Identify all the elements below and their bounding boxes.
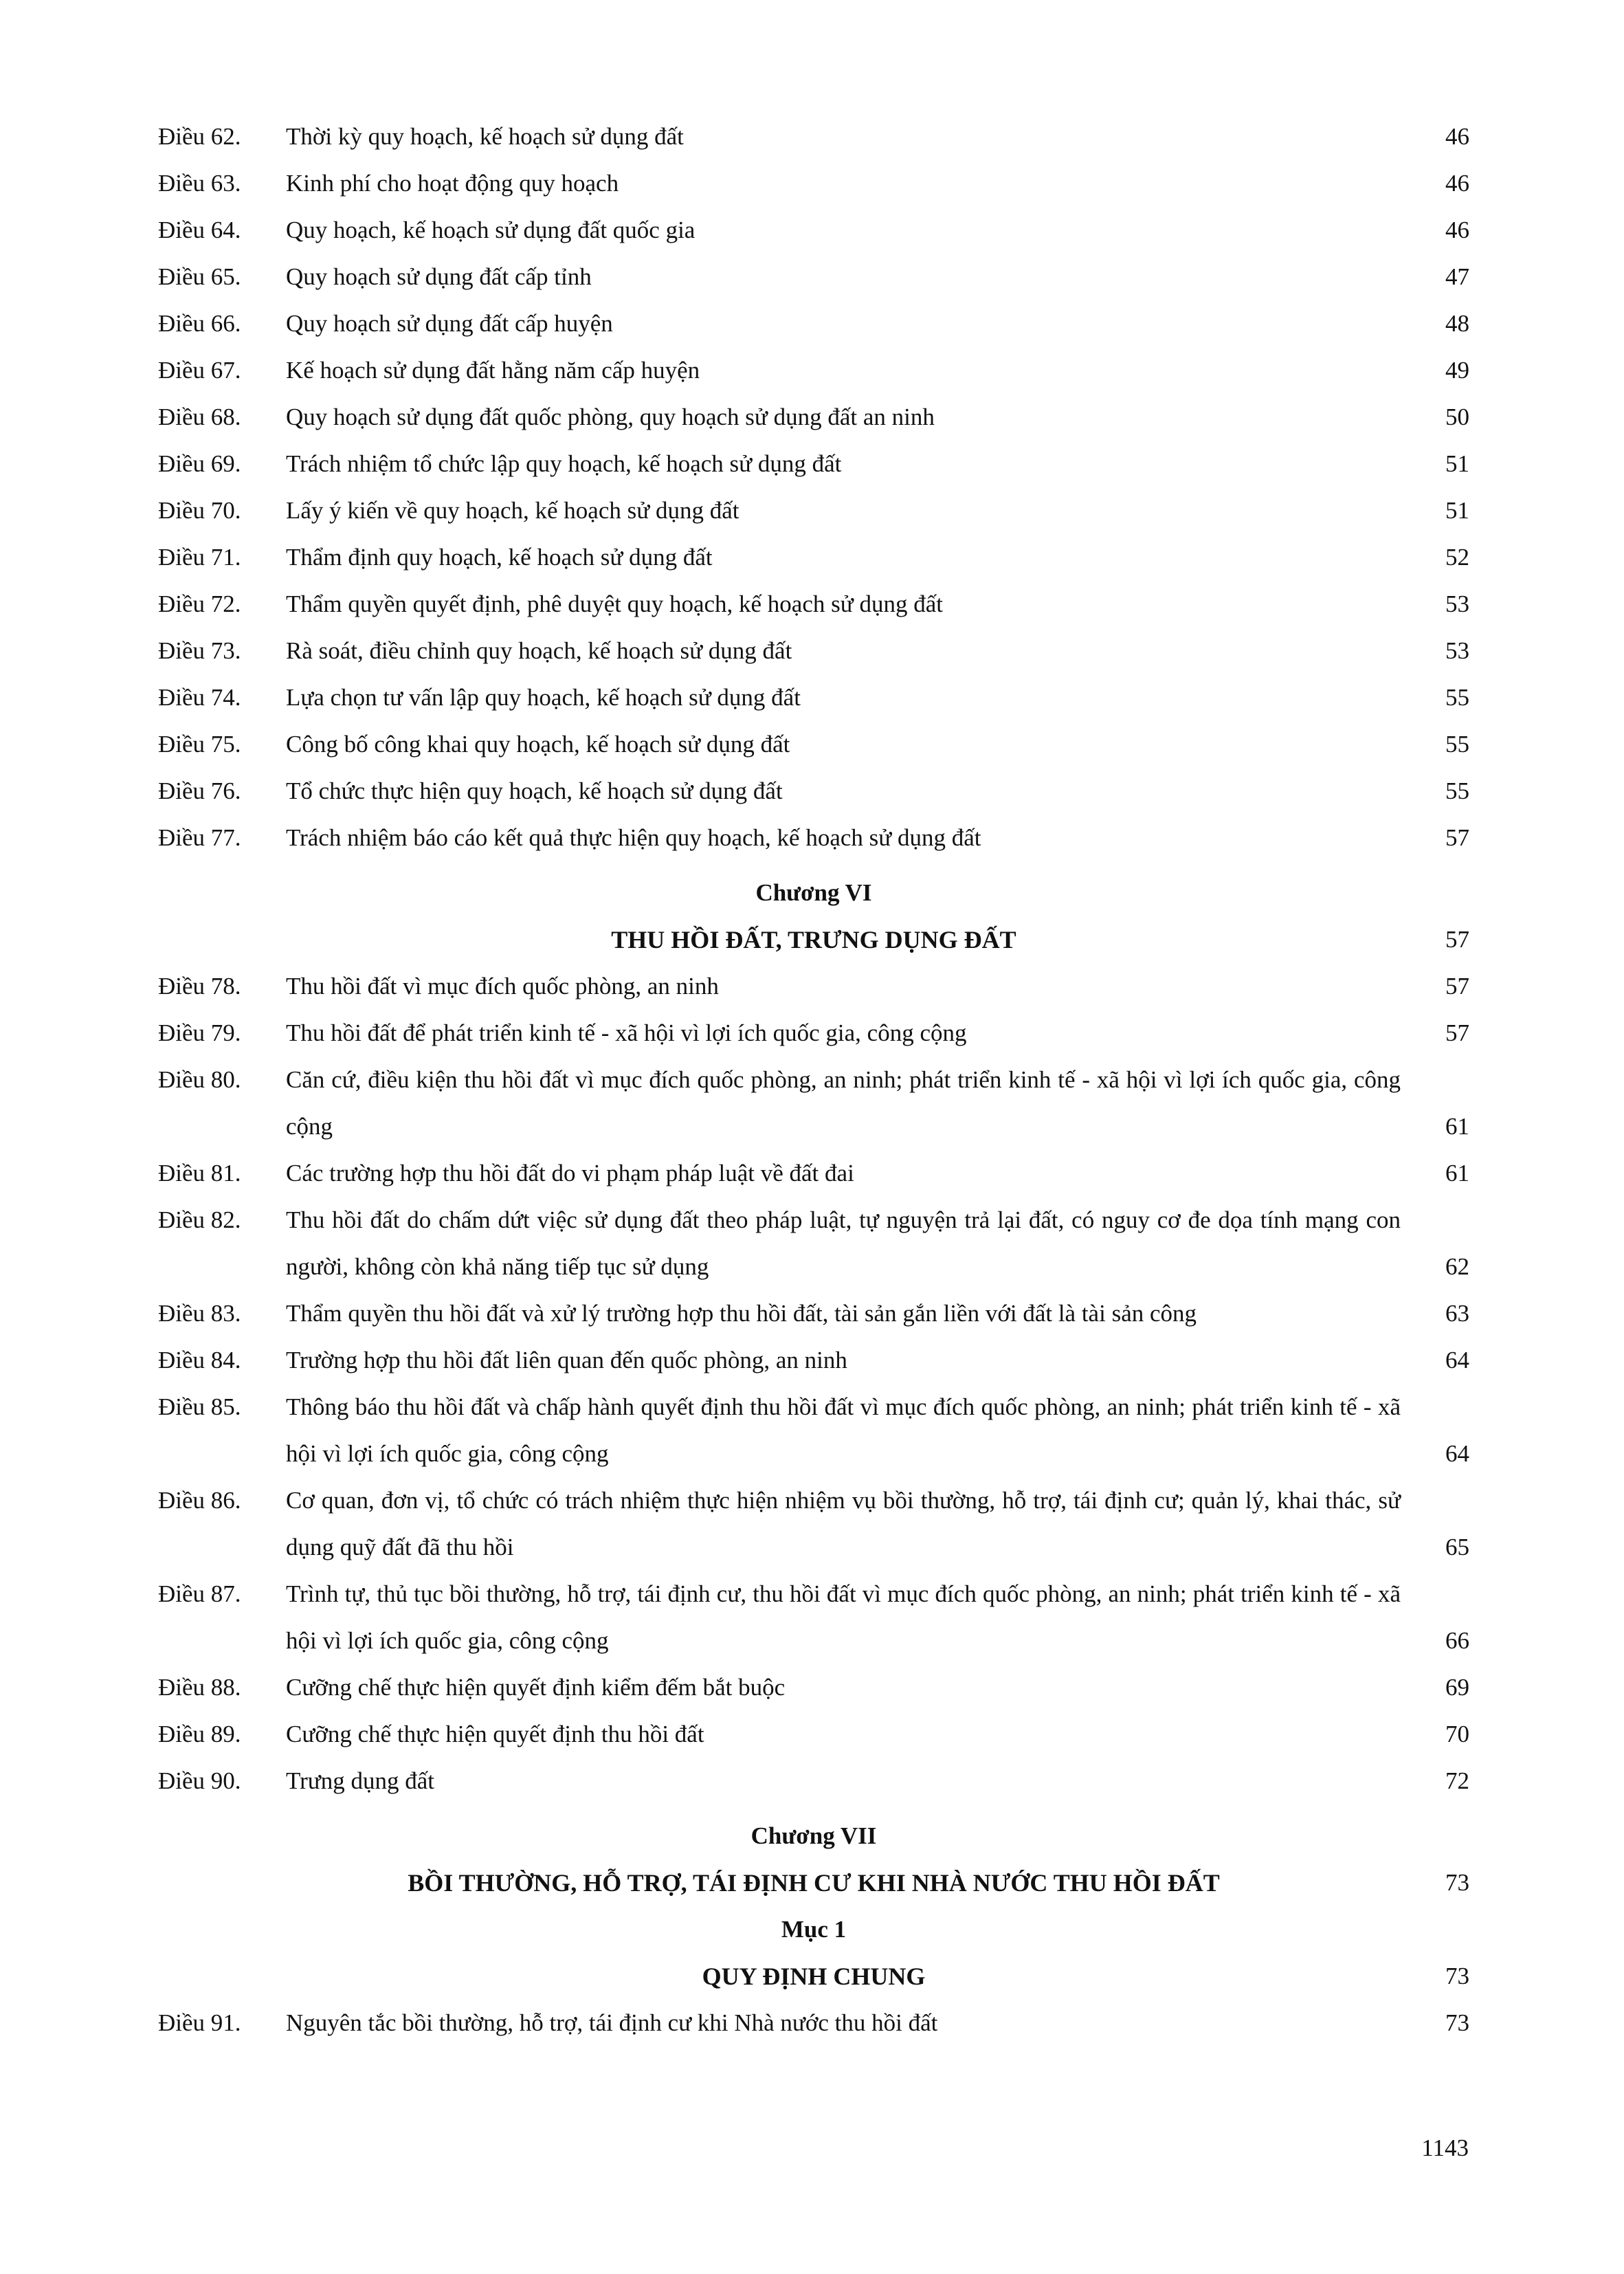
toc-entry [158,347,1469,394]
entry-title: Trách nhiệm tổ chức lập quy hoạch, kế hoạch sử dụng đất [286,450,842,477]
entry-page-number: 48 [1445,310,1469,337]
entry-page-number: 46 [1445,217,1469,243]
entry-title: Quy hoạch, kế hoạch sử dụng đất quốc gia [286,217,696,243]
entry-label: Điều 81. [158,1160,241,1186]
entry-page-number: 64 [1445,1440,1469,1467]
entry-title: Quy hoạch sử dụng đất cấp tỉnh [286,263,592,290]
entry-title: Các trường hợp thu hồi đất do vi phạm pháp luật về đất đai [286,1160,854,1186]
toc-entry [158,534,1469,581]
entry-title: Trình tự, thủ tục bồi thường, hỗ trợ, tái định cư, thu hồi đất vì mục đích quốc phòng, an ninh; phát triển kinh tế - xã hội vì lợi ích quốc gia, công cộng [286,1580,1401,1654]
section-1-label [158,1906,1469,1953]
chapter-7-title [158,1859,1469,1906]
entry-title: Cưỡng chế thực hiện quyết định kiểm đếm bắt buộc [286,1674,786,1701]
entry-title: Thẩm định quy hoạch, kế hoạch sử dụng đất [286,544,713,571]
toc-entry [158,1337,1469,1384]
entry-label: Điều 74. [158,684,241,711]
entry-title: Thông báo thu hồi đất và chấp hành quyết định thu hồi đất vì mục đích quốc phòng, an ninh; phát triển kinh tế - xã hội vì lợi ích quốc gia, công cộng [286,1393,1401,1467]
chapter-6-title [158,916,1469,963]
entry-label: Điều 90. [158,1767,241,1794]
entry-title: Thẩm quyền thu hồi đất và xử lý trường hợp thu hồi đất, tài sản gắn liền với đất là tài sản công [286,1300,1197,1327]
entry-label: Điều 68. [158,404,241,430]
entry-label: Điều 86. [158,1487,241,1514]
entry-title: Tổ chức thực hiện quy hoạch, kế hoạch sử dụng đất [286,777,783,804]
entry-label: Điều 70. [158,497,241,524]
toc-entry [158,815,1469,861]
toc-content [158,113,1469,2046]
entry-page-number: 57 [1445,973,1469,1000]
entry-label: Điều 76. [158,777,241,804]
entry-page-number: 57 [1445,824,1469,851]
entry-title: Trường hợp thu hồi đất liên quan đến quốc phòng, an ninh [286,1347,847,1373]
toc-entry [158,1477,1469,1571]
entry-label: Điều 82. [158,1206,241,1233]
entry-label: Điều 85. [158,1393,241,1420]
toc-entry [158,1711,1469,1758]
toc-entry [158,1290,1469,1337]
section-1-title [158,1953,1469,2000]
entry-page-number: 63 [1445,1300,1469,1327]
entry-title: Lựa chọn tư vấn lập quy hoạch, kế hoạch sử dụng đất [286,684,801,711]
entry-page-number: 64 [1445,1347,1469,1373]
entry-label: Điều 79. [158,1019,241,1046]
entry-label: Điều 62. [158,123,241,150]
entry-title: Công bố công khai quy hoạch, kế hoạch sử dụng đất [286,731,790,758]
toc-entry [158,160,1469,207]
entry-label: Điều 69. [158,450,241,477]
entry-title: Căn cứ, điều kiện thu hồi đất vì mục đích quốc phòng, an ninh; phát triển kinh tế - xã hội vì lợi ích quốc gia, công cộng [286,1066,1401,1140]
entry-page-number: 46 [1445,123,1469,150]
chapter-7-title-text: BỒI THƯỜNG, HỖ TRỢ, TÁI ĐỊNH CƯ KHI NHÀ NƯỚC THU HỒI ĐẤT [408,1869,1220,1897]
entry-page-number: 50 [1445,404,1469,430]
toc-entry [158,628,1469,674]
toc-entry [158,963,1469,1010]
entry-label: Điều 63. [158,170,241,197]
entry-title: Nguyên tắc bồi thường, hỗ trợ, tái định cư khi Nhà nước thu hồi đất [286,2009,938,2036]
entry-page-number: 72 [1445,1767,1469,1794]
entry-label: Điều 71. [158,544,241,571]
entry-title: Quy hoạch sử dụng đất cấp huyện [286,310,613,337]
toc-entry [158,1150,1469,1197]
toc-entry [158,1758,1469,1804]
toc-entry [158,1664,1469,1711]
entry-title: Thẩm quyền quyết định, phê duyệt quy hoạch, kế hoạch sử dụng đất [286,590,943,617]
toc-entry [158,1057,1469,1150]
entry-page-number: 51 [1445,450,1469,477]
section-1-page-number: 73 [1445,1963,1469,1989]
entry-label: Điều 72. [158,590,241,617]
entry-title: Cưỡng chế thực hiện quyết định thu hồi đất [286,1721,704,1747]
chapter-6-page-number: 57 [1445,926,1469,953]
entry-title: Thời kỳ quy hoạch, kế hoạch sử dụng đất [286,123,684,150]
entry-page-number: 70 [1445,1721,1469,1747]
toc-entry [158,207,1469,254]
folio-page-number: 1143 [1421,2134,1469,2161]
toc-entry [158,487,1469,534]
entry-label: Điều 87. [158,1580,241,1607]
entry-label: Điều 80. [158,1066,241,1093]
entry-page-number: 55 [1445,731,1469,758]
entry-page-number: 69 [1445,1674,1469,1701]
chapter-7-label [158,1813,1469,1859]
entry-page-number: 47 [1445,263,1469,290]
toc-entry [158,1384,1469,1477]
toc-entry [158,441,1469,487]
chapter-7-page-number: 73 [1445,1869,1469,1896]
toc-entry [158,581,1469,628]
toc-entry [158,300,1469,347]
entry-page-number: 57 [1445,1019,1469,1046]
entry-title: Thu hồi đất vì mục đích quốc phòng, an ninh [286,973,719,1000]
toc-entry [158,2000,1469,2046]
toc-entry [158,1010,1469,1057]
entry-title: Cơ quan, đơn vị, tổ chức có trách nhiệm thực hiện nhiệm vụ bồi thường, hỗ trợ, tái định cư; quản lý, khai thác, sử dụng quỹ đất đã thu hồi [286,1487,1401,1560]
entry-label: Điều 84. [158,1347,241,1373]
entry-page-number: 55 [1445,684,1469,711]
entry-label: Điều 77. [158,824,241,851]
entry-page-number: 52 [1445,544,1469,571]
entry-page-number: 65 [1445,1534,1469,1560]
entry-page-number: 66 [1445,1627,1469,1654]
section-1-title-text: QUY ĐỊNH CHUNG [702,1963,926,1990]
entry-title: Kinh phí cho hoạt động quy hoạch [286,170,619,197]
entry-label: Điều 66. [158,310,241,337]
toc-entry [158,394,1469,441]
entry-label: Điều 64. [158,217,241,243]
toc-entry [158,113,1469,160]
toc-entry [158,1571,1469,1664]
entry-page-number: 46 [1445,170,1469,197]
toc-entry [158,721,1469,768]
chapter-7-label-text: Chương VII [750,1822,877,1849]
entry-title: Kế hoạch sử dụng đất hằng năm cấp huyện [286,357,700,384]
chapter-6-label-text: Chương VI [755,879,872,906]
chapter-6-title-text: THU HỒI ĐẤT, TRƯNG DỤNG ĐẤT [611,926,1016,953]
entry-page-number: 73 [1445,2009,1469,2036]
entry-label: Điều 89. [158,1721,241,1747]
entry-page-number: 55 [1445,777,1469,804]
toc-entry [158,768,1469,815]
entry-page-number: 62 [1445,1253,1469,1280]
entry-title: Rà soát, điều chỉnh quy hoạch, kế hoạch sử dụng đất [286,637,792,664]
entry-page-number: 53 [1445,637,1469,664]
chapter-6-label [158,870,1469,916]
entry-page-number: 53 [1445,590,1469,617]
entry-label: Điều 83. [158,1300,241,1327]
entry-title: Trách nhiệm báo cáo kết quả thực hiện quy hoạch, kế hoạch sử dụng đất [286,824,981,851]
section-1-label-text: Mục 1 [781,1916,847,1943]
entry-page-number: 61 [1445,1113,1469,1140]
entry-title: Lấy ý kiến về quy hoạch, kế hoạch sử dụng đất [286,497,739,524]
entry-label: Điều 88. [158,1674,241,1701]
entry-label: Điều 65. [158,263,241,290]
entry-title: Thu hồi đất để phát triển kinh tế - xã hội vì lợi ích quốc gia, công cộng [286,1019,967,1046]
entry-page-number: 49 [1445,357,1469,384]
entry-label: Điều 91. [158,2009,241,2036]
entry-page-number: 51 [1445,497,1469,524]
entry-label: Điều 73. [158,637,241,664]
toc-entry [158,1197,1469,1290]
toc-entry [158,674,1469,721]
entry-label: Điều 75. [158,731,241,758]
entry-title: Trưng dụng đất [286,1767,435,1794]
entry-label: Điều 67. [158,357,241,384]
entry-title: Thu hồi đất do chấm dứt việc sử dụng đất theo pháp luật, tự nguyện trả lại đất, có nguy cơ đe dọa tính mạng con người, không còn khả năng tiếp tục sử dụng [286,1206,1401,1280]
entry-page-number: 61 [1445,1160,1469,1186]
toc-entry [158,254,1469,300]
entry-title: Quy hoạch sử dụng đất quốc phòng, quy hoạch sử dụng đất an ninh [286,404,935,430]
entry-label: Điều 78. [158,973,241,1000]
